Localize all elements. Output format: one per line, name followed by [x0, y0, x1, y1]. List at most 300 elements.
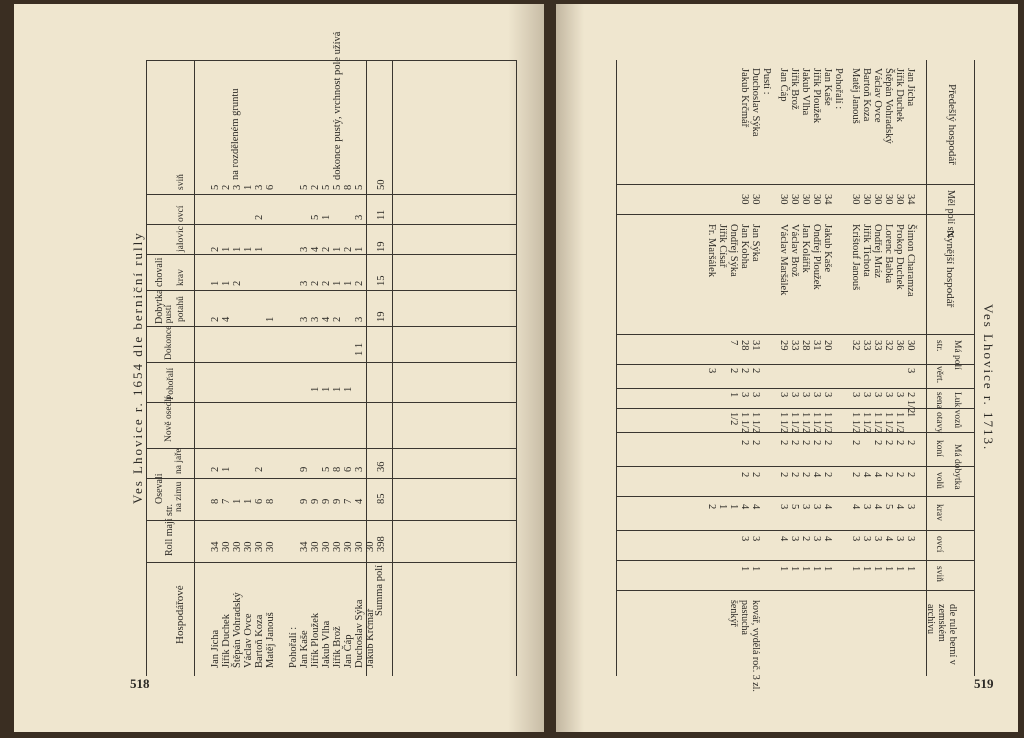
cell-krav: 1 — [332, 280, 343, 286]
cell-mel: 30 — [861, 194, 872, 205]
col-prev-header: Předešlý hospodář — [946, 84, 958, 165]
col-now-header: Nynější hospodář — [944, 230, 956, 308]
jalovic-separator — [146, 224, 516, 225]
cell-now: Prokop Duchek — [894, 224, 905, 290]
cell-svini: 3 — [254, 184, 265, 190]
cell-jare: 6 — [343, 466, 354, 472]
owner-name: Jiřík Duchek — [221, 614, 232, 668]
pohorali-label: Pohořalí : — [288, 626, 299, 668]
cell-svini: 1 — [243, 184, 254, 190]
cell-note: pastucha — [739, 600, 750, 635]
jare-separator — [146, 448, 516, 449]
cell-str: 33 — [861, 340, 872, 351]
cell-str: 31 — [811, 340, 822, 351]
cell-str: 33 — [789, 340, 800, 351]
owner-name: Jiřík Brož — [332, 626, 343, 668]
cell-roll: 30 — [332, 541, 343, 552]
col-jalovic-header: jalovic — [176, 226, 186, 252]
owner-name: Jakub Krčmář — [365, 608, 376, 668]
cell-ovci: 2 — [800, 536, 811, 542]
cell-volu: 2 — [822, 472, 833, 478]
cell-krav: 5 — [883, 504, 894, 510]
cell-jare: 9 — [299, 466, 310, 472]
now-separator — [616, 334, 974, 335]
col-pohorali-header: Pohořalí — [166, 367, 176, 400]
cell-str: 33 — [872, 340, 883, 351]
cell-koni: 2 — [778, 440, 789, 446]
cell-krav: 4 — [850, 504, 861, 510]
cell-note: kovář, vydělá roč. 3 zl. — [750, 600, 761, 692]
owner-name: Jiřík Ploužek — [310, 612, 321, 668]
cell-now: Jan Sýka — [750, 224, 761, 262]
cell-ovci: 5 — [310, 214, 321, 220]
col-sena-header: sena — [934, 392, 944, 409]
summa-ovci: 11 — [376, 209, 387, 220]
owner-name: Václav Ovce — [243, 613, 254, 668]
cell-sena: 3 — [894, 392, 905, 398]
cell-str: 28 — [800, 340, 811, 351]
cell-svini: 5 — [332, 184, 343, 190]
cell-otavy: 1 1/2 — [811, 412, 822, 434]
prev-separator — [616, 184, 974, 185]
page-number-left: 518 — [130, 676, 150, 691]
cell-otavy: 1 — [905, 412, 916, 418]
zimu-separator — [146, 478, 516, 479]
cell-krav: 2 — [354, 280, 365, 286]
summa-krav: 15 — [376, 275, 387, 286]
cell-zimu: 8 — [265, 498, 276, 504]
col-dokonce-header: Dokonce pustí — [164, 304, 174, 360]
cell-volu: 2 — [739, 472, 750, 478]
cell-svini: 1 — [872, 566, 883, 572]
col-str-header: str. — [934, 340, 944, 352]
cell-potahu: 2 — [210, 316, 221, 322]
cell-svini: 1 — [905, 566, 916, 572]
cell-roll: 30 — [365, 541, 376, 552]
owner-name: Štěpán Vohradský — [232, 592, 243, 668]
cell-koni: 2 — [872, 440, 883, 446]
col-oseli-header: Osevali — [154, 473, 165, 504]
cell-now: Jiřík Tichota — [861, 224, 872, 277]
cell-svini: 8 — [343, 184, 354, 190]
cell-otavy: 1 1/2 — [789, 412, 800, 434]
cell-otavy: 1 1/2 — [894, 412, 905, 434]
col-krav-header: krav — [176, 269, 186, 286]
nove-separator — [146, 402, 516, 403]
cell-str: 36 — [894, 340, 905, 351]
cell-volu: 2 — [750, 472, 761, 478]
cell-roll: 30 — [221, 541, 232, 552]
roll-column-separator — [146, 520, 516, 521]
cell-prev: Jiřík Ploužek — [811, 68, 822, 124]
cell-vert: 2 — [739, 368, 750, 374]
right-page — [556, 4, 1018, 732]
pusti-label: Pustí : — [761, 68, 772, 95]
cell-volu: 2 — [883, 472, 894, 478]
cell-sena: 2 1/2 — [905, 392, 916, 414]
owner-name: Bartoň Koza — [254, 614, 265, 668]
cell-now: Šimon Charamza — [905, 224, 916, 297]
cell-mel: 30 — [778, 194, 789, 205]
cell-ovci: 4 — [778, 536, 789, 542]
cell-koni: 2 — [894, 440, 905, 446]
cell-ovci: 3 — [789, 536, 800, 542]
cell-volu: 4 — [861, 472, 872, 478]
cell-roll: 30 — [265, 541, 276, 552]
cell-prev: Jan Čáp — [778, 68, 789, 102]
cell-svini: 3 — [232, 184, 243, 190]
cell-krav: 4 — [750, 504, 761, 510]
col-svini-header: sviň — [934, 566, 944, 582]
cell-mel: 30 — [789, 194, 800, 205]
table-border-bottom — [516, 60, 517, 676]
cell-koni: 2 — [822, 440, 833, 446]
cell-koni: 2 — [800, 440, 811, 446]
cell-ovci: 3 — [905, 536, 916, 542]
cell-koni: 2 — [789, 440, 800, 446]
cell-svini: 2 — [221, 184, 232, 190]
note-group1: na rozděleném gruntu — [230, 88, 241, 180]
cell-krav: 1 — [221, 280, 232, 286]
cell-krav: 2 — [706, 504, 717, 510]
cell-otavy: 1 1/2 — [850, 412, 861, 434]
summa-zimu: 85 — [376, 493, 387, 504]
cell-krav: 3 — [800, 504, 811, 510]
cell-now: Lorenc Babka — [883, 224, 894, 284]
table-border-top — [146, 60, 147, 676]
cell-sena: 3 — [822, 392, 833, 398]
col-krav-header: krav — [934, 504, 944, 521]
col-potahu-header: potahů — [176, 296, 186, 322]
mel-separator — [616, 214, 974, 215]
cell-otavy: 1 1/2 — [800, 412, 811, 434]
cell-svini: 5 — [299, 184, 310, 190]
cell-svini: 1 — [894, 566, 905, 572]
cell-prev: Jiřík Brož — [789, 68, 800, 110]
cell-jalovic: 1 — [254, 246, 265, 252]
cell-prev: Štěpán Vohradský — [883, 68, 894, 144]
cell-now: Jan Kolářík — [800, 224, 811, 273]
cell-ovci: 3 — [850, 536, 861, 542]
cell-jare: 3 — [354, 466, 365, 472]
cell-zimu: 7 — [221, 498, 232, 504]
note-group2: dokonce pustý, vrchnost pole užívá — [332, 31, 343, 180]
cell-pohor: 1 — [343, 386, 354, 392]
cell-mel: 30 — [850, 194, 861, 205]
cell-str: 28 — [739, 340, 750, 351]
cell-roll: 34 — [210, 541, 221, 552]
cell-potahu: 3 — [299, 316, 310, 322]
cell-koni: 2 — [905, 440, 916, 446]
summa-label: Summa polí — [374, 564, 385, 616]
cell-krav: 5 — [789, 504, 800, 510]
cell-roll: 30 — [243, 541, 254, 552]
cell-jare: 2 — [210, 466, 221, 472]
cell-ovci: 4 — [883, 536, 894, 542]
cell-koni: 2 — [883, 440, 894, 446]
cell-krav: 3 — [778, 504, 789, 510]
sena-separator — [616, 408, 974, 409]
cell-jalovic: 3 — [299, 246, 310, 252]
cell-vert: 2 — [750, 368, 761, 374]
summa-jare: 36 — [376, 461, 387, 472]
cell-zimu: 8 — [210, 498, 221, 504]
col-luk-header: Luk vozů — [952, 392, 962, 429]
cell-pohor: 1 — [321, 386, 332, 392]
cell-potahu: 1 — [265, 316, 276, 322]
cell-zimu: 7 — [343, 498, 354, 504]
cell-krav: 4 — [822, 504, 833, 510]
cell-krav: 4 — [739, 504, 750, 510]
cell-jare: 8 — [332, 466, 343, 472]
cell-zimu: 1 — [232, 498, 243, 504]
cell-jare: 5 — [321, 466, 332, 472]
cell-ovci: 3 — [811, 536, 822, 542]
cell-krav: 3 — [811, 504, 822, 510]
cell-vert: 2 — [728, 368, 739, 374]
cell-volu: 4 — [811, 472, 822, 478]
col-otavy-header: otavy — [934, 412, 944, 434]
vert-separator — [616, 388, 974, 389]
owner-name: Jakub Vlha — [321, 620, 332, 668]
col-zimu-header: na zimu — [174, 481, 184, 512]
cell-jalovic: 1 — [332, 246, 343, 252]
cell-svini: 1 — [811, 566, 822, 572]
cell-roll: 34 — [299, 541, 310, 552]
cell-svini: 1 — [800, 566, 811, 572]
cell-svini: 1 — [778, 566, 789, 572]
cell-mel: 34 — [905, 194, 916, 205]
gutter-shadow — [556, 4, 584, 732]
cell-mel: 30 — [872, 194, 883, 205]
cell-str: 7 — [728, 340, 739, 346]
cell-svini: 1 — [739, 566, 750, 572]
cell-potahu: 3 — [354, 316, 365, 322]
krav-separator — [146, 254, 516, 255]
owner-name: Duchoslav Sýka — [354, 599, 365, 668]
cell-krav: 4 — [894, 504, 905, 510]
cell-sena: 3 — [861, 392, 872, 398]
str-separator — [616, 364, 974, 365]
pohorali-separator — [146, 362, 516, 363]
cell-now: Krištouf Janouš — [850, 224, 861, 291]
cell-volu: 4 — [872, 472, 883, 478]
cell-svini: 1 — [789, 566, 800, 572]
cell-str: 32 — [883, 340, 894, 351]
cell-koni: 2 — [750, 440, 761, 446]
cell-prev: Jiřík Duchek — [894, 68, 905, 122]
summa-jalovic: 19 — [376, 241, 387, 252]
cell-svini: 1 — [883, 566, 894, 572]
cell-potahu: 2 — [332, 316, 343, 322]
cell-str: 30 — [905, 340, 916, 351]
potahu-separator — [146, 290, 516, 291]
cell-svini: 1 — [750, 566, 761, 572]
cell-now: Jakub Kaše — [822, 224, 833, 273]
owner-name: Jan Jícha — [210, 629, 221, 668]
cell-str: 32 — [850, 340, 861, 351]
col-volu-header: volů — [934, 472, 944, 489]
cell-potahu: 3 — [310, 316, 321, 322]
cell-svini: 1 — [861, 566, 872, 572]
cell-svini: 1 — [822, 566, 833, 572]
cell-krav: 3 — [905, 504, 916, 510]
table-border-left — [616, 60, 617, 676]
cell-svini: 2 — [310, 184, 321, 190]
ovci-separator — [146, 194, 516, 195]
volu-separator — [616, 496, 974, 497]
cell-sena: 3 — [789, 392, 800, 398]
owner-name: Matěj Janouš — [265, 612, 276, 668]
cell-prev: Václav Ovce — [872, 68, 883, 123]
cell-krav: 1 — [728, 504, 739, 510]
cell-mel: 30 — [739, 194, 750, 205]
owner-name: Jan Kaše — [299, 630, 310, 668]
cell-prev: Duchoslav Sýka — [750, 68, 761, 137]
cell-prev: Matěj Janouš — [850, 68, 861, 124]
cell-krav: 4 — [872, 504, 883, 510]
cell-roll: 30 — [343, 541, 354, 552]
cell-sena: 3 — [750, 392, 761, 398]
cell-krav: 1 — [210, 280, 221, 286]
col-jare-header: na jaře — [174, 448, 184, 474]
summa-svini: 50 — [376, 179, 387, 190]
cell-volu: 2 — [800, 472, 811, 478]
dokonce-separator — [146, 326, 516, 327]
col-mel-header: Měl polí str. — [945, 190, 956, 239]
cell-jalovic: 1 — [354, 246, 365, 252]
cell-ovci: 3 — [861, 536, 872, 542]
cell-ovci: 3 — [750, 536, 761, 542]
cell-svini: 6 — [265, 184, 276, 190]
col-ma-dobytka-header: Má dobytka — [952, 444, 962, 490]
col-nove-header: Nově osedlí — [164, 396, 174, 442]
cell-now: Jan Kobha — [739, 224, 750, 269]
cell-otavy: 1 1/2 — [883, 412, 894, 434]
cell-vert: 3 — [905, 368, 916, 374]
cell-jalovic: 1 — [232, 246, 243, 252]
page-title-right: Ves Lhovice r. 1713. — [981, 304, 996, 452]
body-summa-separator — [366, 60, 367, 676]
left-page — [14, 4, 544, 732]
cell-ovci: 3 — [894, 536, 905, 542]
cell-otavy: 1/2 — [728, 412, 739, 426]
cell-otavy: 1 1/2 — [750, 412, 761, 434]
cell-str: 29 — [778, 340, 789, 351]
cell-otavy: 1 1/2 — [739, 412, 750, 434]
cell-sena: 3 — [850, 392, 861, 398]
cell-svini: 5 — [210, 184, 221, 190]
header-owner-separator — [146, 562, 516, 563]
cell-now: Václav Brož — [789, 224, 800, 277]
cell-otavy: 1 1/2 — [822, 412, 833, 434]
ovci-separator — [616, 560, 974, 561]
summa-potahu: 19 — [376, 311, 387, 322]
summa-roll: 398 — [376, 536, 387, 552]
cell-sena: 3 — [739, 392, 750, 398]
cell-sena: 3 — [883, 392, 894, 398]
col-koni-header: koní — [934, 440, 944, 457]
cell-svini: 5 — [354, 184, 365, 190]
cell-prev: Jan Jícha — [905, 68, 916, 107]
cell-zimu: 9 — [299, 498, 310, 504]
cell-note: šenkýř — [728, 600, 739, 627]
krav-separator — [616, 530, 974, 531]
page-title-left: Ves Lhovice r. 1654 dle berniční rully — [130, 231, 145, 504]
col-owners-header: Hospodářové — [174, 585, 186, 644]
cell-koni: 2 — [850, 440, 861, 446]
cell-volu: 2 — [850, 472, 861, 478]
cell-zimu: 9 — [332, 498, 343, 504]
cell-jalovic: 1 — [243, 246, 254, 252]
col-ma-poli-header: Má polí — [952, 340, 962, 370]
cell-roll: 30 — [321, 541, 332, 552]
header-body-separator — [926, 60, 927, 676]
cell-prev: Jakub Vlha — [800, 68, 811, 116]
col-note-header: dle rule berní v zemském archivu — [925, 604, 958, 665]
cell-zimu: 9 — [310, 498, 321, 504]
cell-svini: 1 — [850, 566, 861, 572]
cell-sena: 3 — [778, 392, 789, 398]
cell-zimu: 6 — [254, 498, 265, 504]
cell-roll: 30 — [310, 541, 321, 552]
cell-ovci: 3 — [872, 536, 883, 542]
cell-pohor: 1 — [332, 386, 343, 392]
cell-mel: 34 — [822, 194, 833, 205]
cell-ovci: 1 — [321, 214, 332, 220]
cell-roll: 30 — [254, 541, 265, 552]
cell-prev: Bartoň Koza — [861, 68, 872, 122]
pohorali-label: Pohořalí : — [833, 68, 844, 110]
summa-end-separator — [392, 60, 393, 676]
cell-koni: 2 — [811, 440, 822, 446]
col-svini-header: sviň — [176, 174, 186, 190]
cell-sena: 3 — [872, 392, 883, 398]
cell-otavy: 1 1/2 — [778, 412, 789, 434]
cell-dokonce: 1 1 — [354, 342, 365, 356]
gutter-shadow — [508, 4, 544, 732]
cell-volu: 2 — [778, 472, 789, 478]
cell-zimu: 9 — [321, 498, 332, 504]
col-ovci-header: ovcí — [934, 536, 944, 553]
cell-volu: 2 — [905, 472, 916, 478]
cell-str: 20 — [822, 340, 833, 351]
cell-krav: 3 — [299, 280, 310, 286]
cell-jare: 1 — [221, 466, 232, 472]
cell-koni: 2 — [739, 440, 750, 446]
cell-pohor: 1 — [310, 386, 321, 392]
cell-mel: 30 — [894, 194, 905, 205]
cell-prev: Jan Kaše — [822, 68, 833, 106]
cell-jalovic: 2 — [343, 246, 354, 252]
cell-jalovic: 2 — [321, 246, 332, 252]
cell-str: 31 — [750, 340, 761, 351]
cell-potahu: 4 — [221, 316, 232, 322]
cell-potahu: 4 — [321, 316, 332, 322]
cell-vert: 3 — [706, 368, 717, 374]
cell-krav: 1 — [343, 280, 354, 286]
cell-krav: 2 — [232, 280, 243, 286]
cell-svini: 5 — [321, 184, 332, 190]
cell-now: Václav Maršálek — [778, 224, 789, 296]
cell-sena: 3 — [811, 392, 822, 398]
cell-jalovic: 1 — [221, 246, 232, 252]
cell-krav: 1 — [717, 504, 728, 510]
table-right-edge — [146, 60, 516, 61]
cell-volu: 2 — [894, 472, 905, 478]
cell-roll: 30 — [232, 541, 243, 552]
cell-now: Ondřej Sýka — [728, 224, 739, 277]
